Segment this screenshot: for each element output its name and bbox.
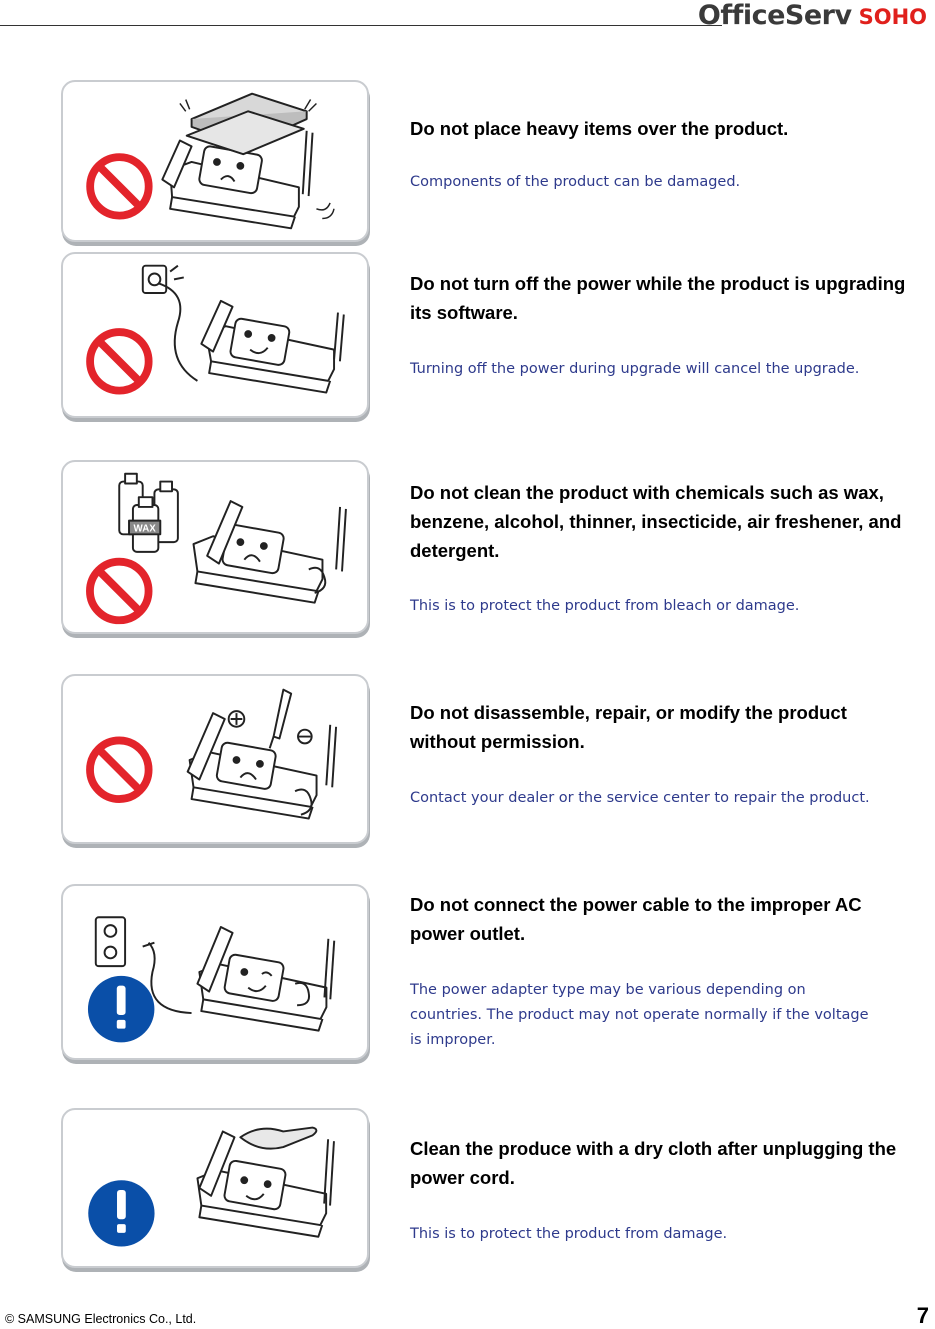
brand-logo xyxy=(698,0,927,32)
illustration-heavy-items xyxy=(61,80,369,242)
item-title: Do not disassemble, repair, or modify the product without permission. xyxy=(410,702,847,752)
item-description: The power adapter type may be various depending on countries. The product may not operate normally if the voltage is improper. xyxy=(410,982,869,1048)
item-description: Turning off the power during upgrade will cancel the upgrade. xyxy=(410,361,860,377)
item-title: Do not connect the power cable to the improper AC power outlet. xyxy=(410,894,862,944)
illustration-ac-outlet xyxy=(61,884,369,1060)
brand-soho: SOHO xyxy=(858,5,927,29)
item-title: Do not place heavy items over the product. xyxy=(410,118,789,139)
mandatory-action-icon xyxy=(88,1180,154,1246)
prohibition-sign-icon xyxy=(90,562,149,621)
item-title: Do not clean the product with chemicals such as wax, benzene, alcohol, thinner, insecticide, air freshener, and detergent. xyxy=(410,482,902,561)
item-title: Do not turn off the power while the product is upgrading its software. xyxy=(410,273,906,323)
illustration-power-upgrade xyxy=(61,252,369,418)
phone-product-illustration xyxy=(63,1110,367,1266)
item-description: Components of the product can be damaged. xyxy=(410,174,741,190)
header-rule xyxy=(0,25,722,26)
illustration-dry-cloth xyxy=(61,1108,369,1268)
phone-product-illustration xyxy=(63,82,367,240)
prohibition-sign-icon xyxy=(90,740,149,799)
item-description: This is to protect the product from bleach or damage. xyxy=(410,598,800,614)
prohibition-sign-icon xyxy=(90,332,149,391)
phone-product-illustration xyxy=(63,676,367,842)
footer-copyright: © SAMSUNG Electronics Co., Ltd. xyxy=(5,1312,197,1326)
illustration-chemicals xyxy=(61,460,369,634)
mandatory-action-icon xyxy=(88,976,154,1042)
illustration-disassemble xyxy=(61,674,369,844)
page-number: 7 xyxy=(916,1303,929,1328)
phone-product-illustration xyxy=(63,886,367,1058)
item-description: This is to protect the product from damage. xyxy=(410,1226,728,1242)
wax-bottle-label: WAX xyxy=(133,523,156,535)
item-description: Contact your dealer or the service center to repair the product. xyxy=(410,790,870,806)
item-title: Clean the produce with a dry cloth after unplugging the power cord. xyxy=(410,1138,897,1188)
phone-product-illustration xyxy=(63,462,367,632)
phone-product-illustration xyxy=(63,254,367,416)
prohibition-sign-icon xyxy=(90,157,149,216)
brand-officeserv: OfficeServ xyxy=(697,0,852,31)
